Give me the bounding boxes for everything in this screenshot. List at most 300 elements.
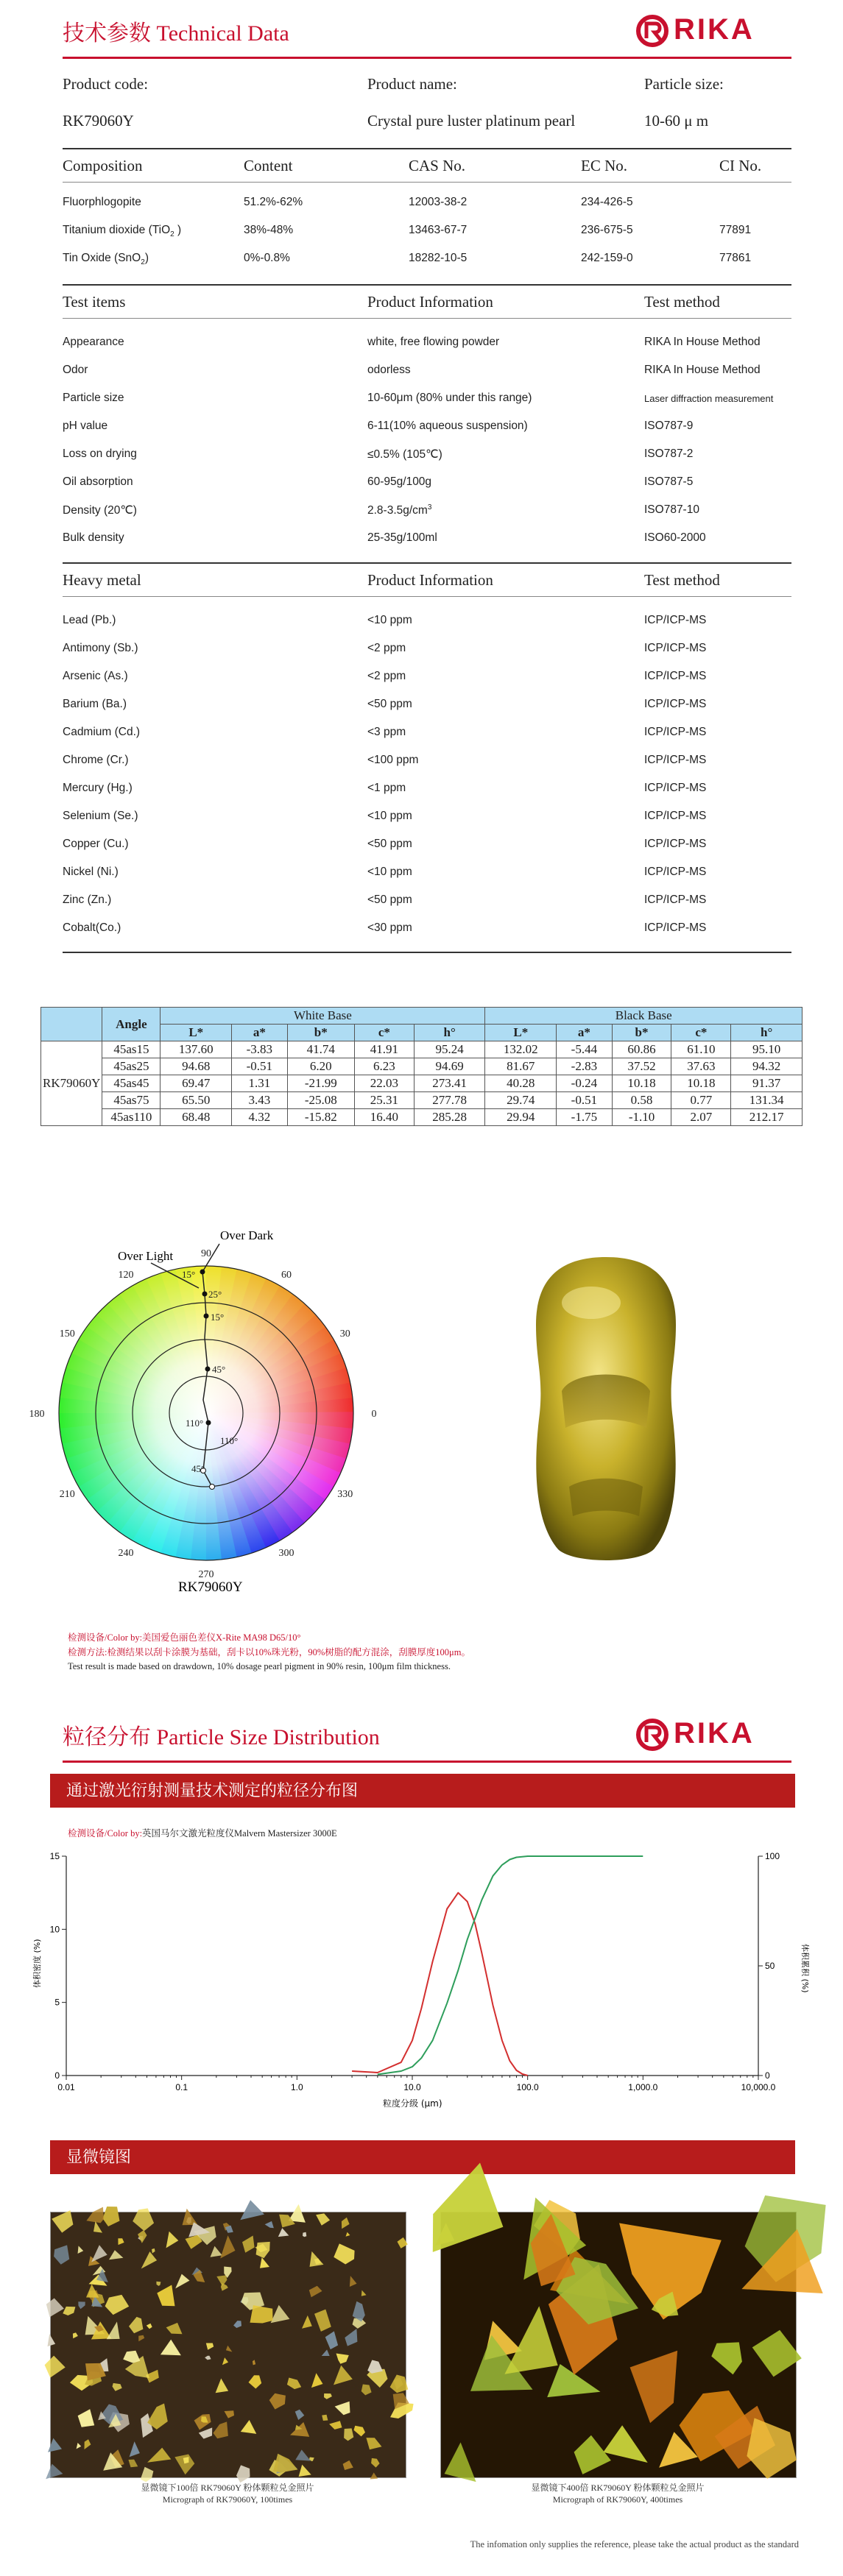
degree-label: 330 — [337, 1489, 353, 1500]
cie-column-header: a* — [557, 1025, 613, 1041]
test-row — [63, 336, 791, 352]
micrograph-100x — [50, 2212, 406, 2478]
composition-row — [63, 196, 791, 212]
cie-angle: 45as25 — [102, 1058, 161, 1075]
pigment-flake — [123, 2351, 140, 2363]
metal-name: Arsenic (As.) — [63, 670, 128, 682]
test-method: ISO60-2000 — [644, 531, 706, 544]
pigment-flake — [109, 2250, 123, 2260]
pigment-flake — [343, 2460, 353, 2470]
pigment-flake — [322, 2415, 328, 2421]
pigment-flake — [211, 2246, 222, 2257]
metal-limit: <30 ppm — [367, 921, 412, 934]
ec-col: EC No. — [581, 157, 627, 174]
cie-value: 4.32 — [232, 1109, 288, 1126]
logo-text: RIKA — [674, 13, 755, 46]
metal-row — [63, 894, 791, 910]
x-tick-label: 1.0 — [290, 2082, 303, 2092]
test-method: Laser diffraction measurement — [644, 393, 774, 404]
metal-limit: <2 ppm — [367, 670, 406, 682]
density-series-line — [352, 1893, 528, 2076]
pigment-flake — [309, 2286, 322, 2298]
cie-column-header: h° — [731, 1025, 803, 1041]
metals-header — [63, 571, 791, 592]
pigment-flake — [78, 2409, 95, 2427]
device-note: 检测设备/Color by:美国爱色丽色差仪X-Rite MA98 D65/10° — [68, 1632, 301, 1643]
pigment-flake — [242, 2236, 255, 2253]
pigment-flake — [370, 2472, 378, 2479]
pigment-flake — [221, 2283, 228, 2291]
pigment-flake — [118, 2238, 124, 2245]
svg-text:45°: 45° — [191, 1463, 205, 1474]
cumulative-series-line — [378, 1856, 643, 2075]
x-axis-label: 粒度分级 (μm) — [383, 2098, 442, 2109]
pigment-flake — [91, 2245, 107, 2262]
test-value: 25-35g/100ml — [367, 531, 437, 544]
cie-column-header: L* — [485, 1025, 557, 1041]
metal-row — [63, 866, 791, 882]
metal-row — [63, 810, 791, 826]
cie-value: 91.37 — [731, 1075, 803, 1092]
cie-value: 0.77 — [671, 1092, 731, 1109]
test-value: ≤0.5% (105℃) — [367, 448, 442, 461]
pigment-flake — [73, 2332, 78, 2338]
metal-name: Copper (Cu.) — [63, 838, 129, 850]
divider — [63, 596, 791, 597]
metal-row — [63, 782, 791, 798]
color-values-table — [40, 1007, 803, 1126]
over-dark-label: Over Dark — [220, 1228, 274, 1242]
pigment-flake — [161, 2340, 181, 2356]
pigment-flake — [345, 2329, 357, 2346]
cie-value: 40.28 — [485, 1075, 557, 1092]
cie-row — [41, 1058, 803, 1075]
test-row — [63, 447, 791, 464]
test-row — [63, 364, 791, 380]
pigment-flake — [366, 2438, 381, 2449]
metal-method: ICP/ICP-MS — [644, 782, 707, 794]
psd-banner: 通过激光衍射测量技术测定的粒径分布图 — [50, 1774, 795, 1808]
cie-value: 22.03 — [354, 1075, 414, 1092]
cie-row — [41, 1092, 803, 1109]
cie-row — [41, 1109, 803, 1126]
pigment-flake — [78, 2246, 84, 2254]
divider — [63, 562, 791, 564]
cie-value: 61.10 — [671, 1041, 731, 1058]
particle-size: 10-60 μ m — [644, 112, 709, 130]
test-method: ISO787-2 — [644, 447, 694, 460]
component-ec: 236-675-5 — [581, 224, 633, 236]
component-content: 38%-48% — [244, 224, 294, 236]
test-item: Bulk density — [63, 531, 124, 544]
test-method: RIKA In House Method — [644, 364, 761, 376]
cie-value: -1.75 — [557, 1109, 613, 1126]
metal-name: Chrome (Cr.) — [63, 754, 129, 766]
cie-value: 94.69 — [414, 1058, 485, 1075]
pigment-flake — [398, 2237, 408, 2248]
cie-column-header: a* — [232, 1025, 288, 1041]
pigment-flake — [324, 2393, 332, 2399]
svg-text:45°: 45° — [212, 1364, 226, 1375]
pigment-flake — [63, 2307, 75, 2315]
cie-value: 94.68 — [161, 1058, 232, 1075]
pigment-flake — [48, 2334, 56, 2346]
degree-label: 60 — [281, 1270, 292, 1281]
degree-label: 270 — [198, 1569, 214, 1580]
metal-method: ICP/ICP-MS — [644, 614, 707, 626]
component-cas: 18282-10-5 — [409, 252, 468, 264]
x-tick-label: 100.0 — [516, 2082, 539, 2092]
pigment-flake — [166, 2323, 183, 2334]
pigment-flake — [574, 2435, 611, 2474]
pigment-flake — [147, 2324, 152, 2329]
pigment-flake — [240, 2200, 264, 2220]
pigment-flake — [322, 2349, 330, 2356]
metal-name: Selenium (Se.) — [63, 810, 138, 822]
product-code: RK79060Y — [63, 112, 134, 130]
degree-label: 180 — [29, 1409, 45, 1420]
cie-value: 69.47 — [161, 1075, 232, 1092]
pigment-flake — [265, 2221, 274, 2228]
metal-limit: <50 ppm — [367, 698, 412, 710]
product-code-label: Product code: — [63, 75, 149, 93]
degree-label: 90 — [201, 1248, 211, 1259]
pigment-flake — [199, 2427, 212, 2438]
metal-name: Cadmium (Cd.) — [63, 726, 141, 738]
cie-value: 37.52 — [612, 1058, 671, 1075]
pigment-flake — [175, 2274, 189, 2289]
wheel-caption: RK79060Y — [178, 1579, 243, 1595]
y2-tick-label: 50 — [765, 1961, 775, 1971]
cie-value: -3.83 — [232, 1041, 288, 1058]
composition-col: Composition — [63, 157, 143, 174]
cie-column-header: h° — [414, 1025, 485, 1041]
product-name-label: Product name: — [367, 75, 457, 93]
pigment-flake — [747, 2418, 797, 2479]
x-tick-label: 0.01 — [57, 2082, 75, 2092]
pigment-flake — [86, 2284, 99, 2297]
test-item: Oil absorption — [63, 475, 133, 488]
pigment-flake — [249, 2375, 262, 2388]
y2-tick-label: 100 — [765, 1851, 780, 1861]
metal-limit: <10 ppm — [367, 866, 412, 878]
cie-value: -0.51 — [557, 1092, 613, 1109]
pigment-flake — [278, 2228, 289, 2237]
cie-value: -21.99 — [287, 1075, 354, 1092]
y-axis-label: 体积密度 (%) — [32, 1939, 42, 1988]
blank-cell — [41, 1008, 102, 1041]
cie-value: 6.20 — [287, 1058, 354, 1075]
cie-value: 1.31 — [232, 1075, 288, 1092]
section-title: 技术参数 Technical Data — [63, 21, 289, 46]
pigment-flake — [303, 2232, 306, 2237]
cie-angle: 45as45 — [102, 1075, 161, 1092]
pigment-flake — [350, 2276, 357, 2287]
cie-angle: 45as110 — [102, 1109, 161, 1126]
pigment-flake — [77, 2443, 82, 2449]
pigment-flake — [603, 2425, 647, 2463]
cie-value: 10.18 — [612, 1075, 671, 1092]
pigment-flake — [253, 2360, 255, 2365]
cie-value: 95.24 — [414, 1041, 485, 1058]
pigment-flake — [147, 2448, 171, 2463]
cie-value: 277.78 — [414, 1092, 485, 1109]
cie-value: 0.58 — [612, 1092, 671, 1109]
cie-value: 29.94 — [485, 1109, 557, 1126]
pigment-flake — [346, 2232, 350, 2237]
pigment-flake — [325, 2331, 338, 2349]
metal-method: ICP/ICP-MS — [644, 810, 707, 822]
metal-limit: <1 ppm — [367, 782, 406, 794]
pigment-flake — [630, 2351, 678, 2423]
x-tick-label: 10,000.0 — [741, 2082, 776, 2092]
pigment-flake — [138, 2335, 144, 2342]
composition-row — [63, 224, 791, 240]
cie-column-header: b* — [612, 1025, 671, 1041]
cie-value: 273.41 — [414, 1075, 485, 1092]
svg-text:110°: 110° — [186, 1418, 204, 1429]
metal-method: ICP/ICP-MS — [644, 866, 707, 878]
pigment-flake — [157, 2285, 174, 2307]
cie-value: -0.51 — [232, 1058, 288, 1075]
cie-value: 25.31 — [354, 1092, 414, 1109]
cie-value: 212.17 — [731, 1109, 803, 1126]
degree-label: 120 — [118, 1270, 134, 1281]
pigment-flake — [314, 2310, 331, 2332]
metal-row — [63, 642, 791, 658]
y-tick-label: 5 — [54, 1997, 60, 2008]
white-base-header: White Base — [161, 1008, 485, 1025]
metal-name: Antimony (Sb.) — [63, 642, 138, 654]
pigment-flake — [78, 2301, 85, 2309]
product-name: Crystal pure luster platinum pearl — [367, 112, 576, 130]
test-item: Density (20℃) — [63, 504, 137, 517]
header-rule — [63, 1761, 791, 1763]
test-item: Particle size — [63, 392, 124, 404]
cie-value: 3.43 — [232, 1092, 288, 1109]
cie-angle: 45as15 — [102, 1041, 161, 1058]
method-note: 检测方法:检测结果以刮卡涂膜为基础，刮卡以10%珠光粉，90%树脂的配方混涂，刮膜厚度100μm。 — [68, 1647, 470, 1657]
cie-row — [41, 1041, 803, 1058]
pigment-flake — [225, 2410, 235, 2418]
degree-label: 210 — [59, 1489, 75, 1500]
pigment-flake — [233, 2321, 241, 2328]
cie-value: -1.10 — [612, 1109, 671, 1126]
heavy-metal-col: Heavy metal — [63, 571, 141, 589]
degree-label: 150 — [59, 1328, 75, 1340]
y2-axis-label: 体积累积 (%) — [800, 1944, 810, 1993]
pigment-flake — [222, 2357, 228, 2365]
metal-row — [63, 754, 791, 770]
metal-method: ICP/ICP-MS — [644, 921, 707, 934]
component-ci: 77861 — [719, 252, 752, 264]
composition-row — [63, 252, 791, 268]
pigment-flake — [241, 2420, 257, 2434]
logo-text: RIKA — [674, 1717, 755, 1749]
pigment-flake — [138, 2230, 147, 2243]
component-content: 51.2%-62% — [244, 196, 303, 208]
pigment-flake — [94, 2221, 102, 2233]
svg-text:110°: 110° — [220, 1435, 239, 1446]
pigment-flake — [290, 2422, 309, 2437]
pigment-flake — [354, 2426, 366, 2437]
component-name: Tin Oxide (SnO$_2$) — [63, 252, 149, 267]
rika-logo-icon — [635, 1717, 670, 1752]
color-wheel-chart — [29, 1214, 390, 1612]
cie-row — [41, 1075, 803, 1092]
pigment-flake — [214, 2421, 228, 2438]
cie-value: -25.08 — [287, 1092, 354, 1109]
metal-limit: <3 ppm — [367, 726, 406, 738]
psd-header — [63, 1711, 791, 1763]
metal-limit: <50 ppm — [367, 838, 412, 850]
cie-value: 10.18 — [671, 1075, 731, 1092]
component-ec: 234-426-5 — [581, 196, 633, 208]
pigment-flake — [183, 2209, 198, 2226]
cie-value: 41.91 — [354, 1041, 414, 1058]
cie-value: -15.82 — [287, 1109, 354, 1126]
pigment-flake — [130, 2441, 140, 2457]
pigment-flake — [273, 2454, 297, 2473]
component-cas: 12003-38-2 — [409, 196, 468, 208]
pigment-flake — [141, 2251, 157, 2268]
test-method: RIKA In House Method — [644, 336, 761, 348]
metal-name: Lead (Pb.) — [63, 614, 116, 626]
pigment-flake — [299, 2465, 311, 2477]
technical-data-header — [63, 7, 791, 59]
rika-logo — [633, 1716, 791, 1752]
component-cas: 13463-67-7 — [409, 224, 468, 236]
divider — [63, 952, 791, 953]
pigment-flake — [342, 2218, 350, 2229]
psd-chart — [29, 1847, 817, 2120]
test-value: $2.8-3.5g/cm^3$ — [367, 503, 432, 517]
test-value: 6-11(10% aqueous suspension) — [367, 420, 528, 432]
metal-name: Barium (Ba.) — [63, 698, 127, 710]
metal-method: ICP/ICP-MS — [644, 698, 707, 710]
test-row — [63, 475, 791, 492]
cie-value: 29.74 — [485, 1092, 557, 1109]
test-value: white, free flowing powder — [367, 336, 500, 348]
pigment-flake — [752, 2330, 802, 2377]
divider — [63, 148, 791, 149]
pigment-flake — [205, 2356, 211, 2360]
component-name: Titanium dioxide (TiO$_2$ ) — [63, 224, 182, 239]
degree-label: 30 — [339, 1328, 350, 1340]
metal-limit: <10 ppm — [367, 810, 412, 822]
pigment-flake — [107, 2321, 120, 2339]
divider — [63, 284, 791, 286]
test-item: pH value — [63, 420, 108, 432]
pigment-flake — [295, 2410, 305, 2420]
pigment-flake — [141, 2467, 154, 2483]
pigment-flake — [271, 2305, 290, 2324]
metal-row — [63, 921, 791, 938]
component-ec: 242-159-0 — [581, 252, 633, 264]
pigment-flake — [367, 2360, 383, 2374]
pigment-flake — [445, 2442, 476, 2482]
pigment-flake — [361, 2385, 372, 2396]
pigment-flake — [48, 2438, 62, 2452]
cie-value: 131.34 — [731, 1092, 803, 1109]
metal-row — [63, 838, 791, 854]
y-tick-label: 10 — [49, 1924, 60, 1935]
tests-header — [63, 293, 791, 314]
composition-header — [63, 157, 791, 177]
section-title: 粒径分布 Particle Size Distribution — [63, 1725, 380, 1749]
psd-device-note: 检测设备/Color by:英国马尔文激光粒度仪Malvern Mastersizer 3000E — [68, 1828, 337, 1839]
x-tick-label: 0.1 — [175, 2082, 188, 2092]
pigment-flake — [287, 2378, 301, 2390]
ci-col: CI No. — [719, 157, 762, 174]
footer-note: The infomation only supplies the reference, please take the actual product as the standard — [470, 2539, 799, 2550]
particle-size-label: Particle size: — [644, 75, 724, 93]
test-value: odorless — [367, 364, 411, 376]
cie-value: 60.86 — [612, 1041, 671, 1058]
metal-limit: <10 ppm — [367, 614, 412, 626]
metal-limit: <100 ppm — [367, 754, 419, 766]
pigment-flake — [113, 2383, 122, 2391]
pigment-flake — [316, 2213, 330, 2225]
pigment-flake — [371, 2458, 379, 2468]
component-content: 0%-0.8% — [244, 252, 290, 264]
header-rule — [63, 57, 791, 59]
pigment-flake — [85, 2439, 91, 2449]
test-item: Appearance — [63, 336, 124, 348]
micrograph-100x-image — [51, 2212, 406, 2477]
divider — [63, 182, 791, 183]
pigment-flake — [295, 2449, 311, 2460]
cie-angle: 45as75 — [102, 1092, 161, 1109]
pigment-flake — [236, 2465, 250, 2483]
metal-method: ICP/ICP-MS — [644, 670, 707, 682]
y-tick-label: 0 — [54, 2070, 60, 2081]
metal-method: ICP/ICP-MS — [644, 642, 707, 654]
pigment-flake — [105, 2295, 130, 2315]
pigment-flake — [329, 2421, 342, 2430]
pigment-flake — [46, 2299, 64, 2318]
cie-value: -0.24 — [557, 1075, 613, 1092]
pigment-flake — [504, 2306, 557, 2374]
micrograph-100x-caption: 显微镜下100倍 RK79060Y 粉体颗粒兑金照片 Micrograph of RK79060Y, 100times — [141, 2483, 314, 2505]
metal-row — [63, 670, 791, 686]
pigment-flake — [335, 2402, 350, 2416]
pigment-flake — [133, 2208, 154, 2231]
pigment-flake — [166, 2232, 179, 2248]
pigment-flake — [152, 2248, 155, 2254]
product-values-row — [63, 112, 791, 134]
cie-value: 41.74 — [287, 1041, 354, 1058]
pigment-flake — [52, 2210, 73, 2233]
test-row — [63, 420, 791, 436]
micrograph-400x-caption: 显微镜下400倍 RK79060Y 粉体颗粒兑金照片 Micrograph of RK79060Y, 400times — [531, 2483, 705, 2505]
cie-value: -5.44 — [557, 1041, 613, 1058]
product-info-col: Product Information — [367, 293, 493, 311]
pigment-flake — [302, 2315, 312, 2329]
cie-product: RK79060Y — [41, 1041, 102, 1126]
pigment-flake — [334, 2243, 354, 2264]
pigment-flake — [260, 2257, 269, 2268]
cie-column-header: b* — [287, 1025, 354, 1041]
pigment-flake — [46, 2464, 63, 2480]
test-row — [63, 531, 791, 548]
metal-limit: <2 ppm — [367, 642, 406, 654]
degree-label: 300 — [278, 1547, 294, 1559]
metal-name: Cobalt(Co.) — [63, 921, 121, 934]
metal-method: ICP/ICP-MS — [644, 894, 707, 906]
cie-value: 6.23 — [354, 1058, 414, 1075]
rika-logo — [633, 12, 791, 49]
